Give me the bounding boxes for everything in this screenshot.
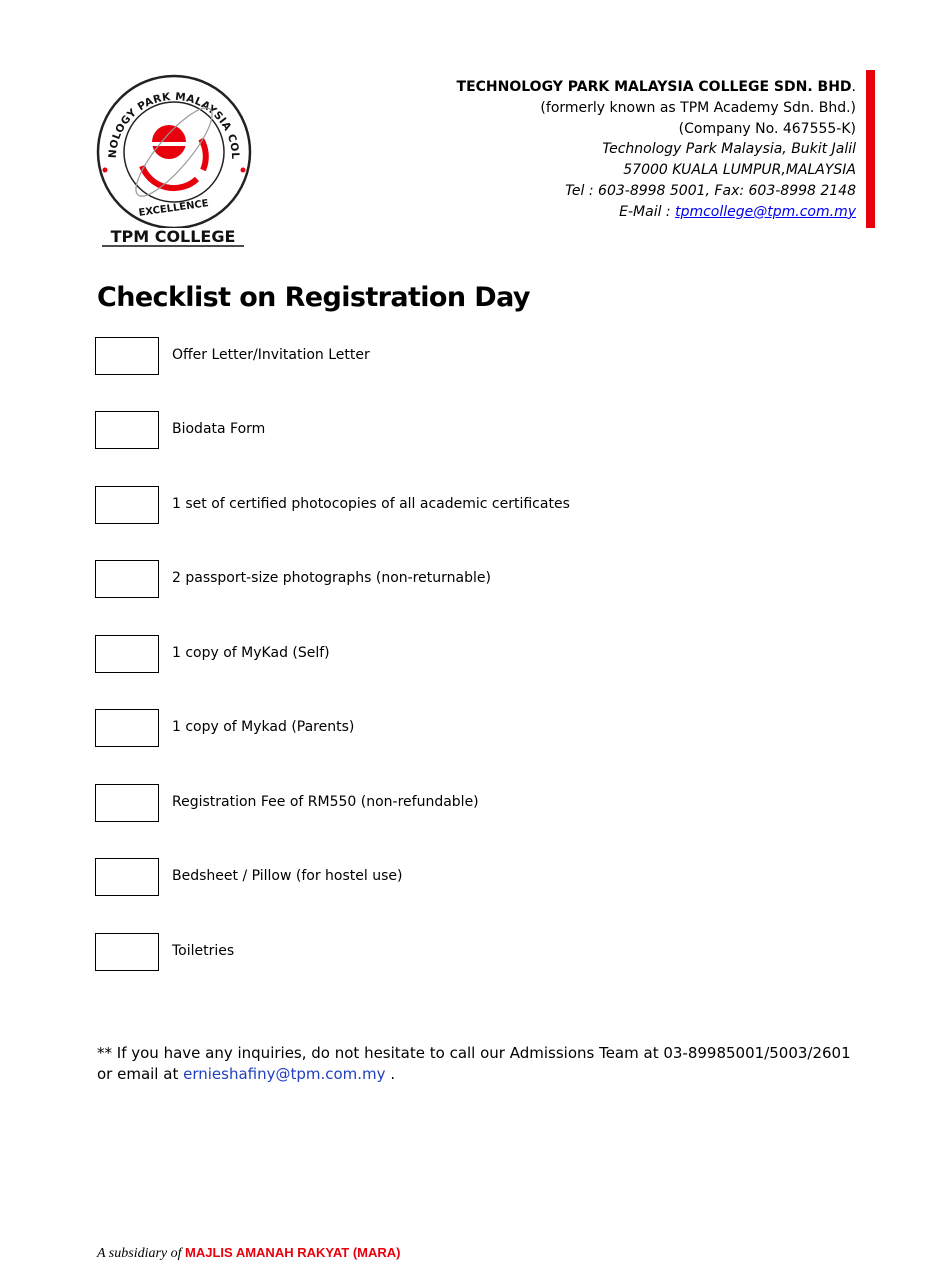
- checklist-label: 1 copy of MyKad (Self): [172, 645, 330, 661]
- checklist-label: Toiletries: [172, 943, 235, 959]
- footer-prefix: A subsidiary of: [97, 1246, 186, 1261]
- checklist-label: 2 passport-size photographs (non-returnable): [172, 570, 491, 586]
- checklist-item-certificates: [95, 486, 795, 526]
- checklist-item-mykad-self: [95, 635, 795, 675]
- address-line-1: Technology Park Malaysia, Bukit Jalil: [602, 141, 856, 158]
- letterhead-address: TECHNOLOGY PARK MALAYSIA COLLEGE SDN. BHD. (formerly known as TPM Academy Sdn. Bhd.) (Company No. 467555-K) Technology Park Malaysia, Bukit Jalil 57000 KUALA LUMPUR,MALAYSIA Tel : 603-8998 5001, Fax: 603-8998 2148 E-Mail : tpmcollege@tpm.com.my: [456, 79, 856, 220]
- checkbox[interactable]: [95, 337, 159, 375]
- checklist-item-photographs: [95, 560, 795, 600]
- logo-wordmark: TPM COLLEGE: [110, 227, 236, 246]
- checklist-item-registration-fee: [95, 784, 795, 824]
- red-accent-bar: [866, 70, 875, 228]
- college-seal-icon: [94, 74, 254, 249]
- admissions-email-link[interactable]: ernieshafiny@tpm.com.my: [183, 1065, 386, 1083]
- checklist-label: Offer Letter/Invitation Letter: [172, 347, 370, 363]
- inquiry-note: ** If you have any inquiries, do not hesitate to call our Admissions Team at 03-89985001/5003/2601 or email at ernieshafiny@tpm.com.my .: [97, 1044, 851, 1083]
- college-email-link[interactable]: tpmcollege@tpm.com.my: [675, 203, 856, 220]
- logo-motto: EXCELLENCE: [137, 198, 210, 219]
- company-number: (Company No. 467555-K): [678, 120, 856, 137]
- checkbox[interactable]: [95, 560, 159, 598]
- checkbox[interactable]: [95, 486, 159, 524]
- college-logo: [94, 74, 254, 249]
- checklist-label: Registration Fee of RM550 (non-refundable): [172, 794, 479, 810]
- page-title: Checklist on Registration Day: [97, 282, 530, 313]
- checklist-item-offer-letter: [95, 337, 795, 377]
- checklist-item-biodata: [95, 411, 795, 451]
- checkbox[interactable]: [95, 709, 159, 747]
- formerly-known-as: (formerly known as TPM Academy Sdn. Bhd.): [540, 99, 856, 116]
- checklist-label: 1 set of certified photocopies of all academic certificates: [172, 496, 570, 512]
- logo-ring-text: NOLOGY PARK MALAYSIA COL: [106, 90, 242, 160]
- address-line-2: 57000 KUALA LUMPUR,MALAYSIA: [623, 162, 856, 179]
- footer-org: MAJLIS AMANAH RAKYAT (MARA): [185, 1245, 401, 1260]
- checklist-item-mykad-parents: [95, 709, 795, 749]
- checkbox[interactable]: [95, 411, 159, 449]
- footer: [97, 1244, 400, 1262]
- checklist-label: Bedsheet / Pillow (for hostel use): [172, 868, 403, 884]
- email-label: E-Mail :: [619, 203, 676, 220]
- checkbox[interactable]: [95, 784, 159, 822]
- checklist-label: 1 copy of Mykad (Parents): [172, 719, 355, 735]
- tel-fax: Tel : 603-8998 5001, Fax: 603-8998 2148: [565, 182, 856, 199]
- checkbox[interactable]: [95, 933, 159, 971]
- checkbox[interactable]: [95, 858, 159, 896]
- checkbox[interactable]: [95, 635, 159, 673]
- checklist-item-toiletries: [95, 933, 795, 973]
- checklist-item-bedsheet: [95, 858, 795, 898]
- checklist-label: Biodata Form: [172, 421, 266, 437]
- company-name: TECHNOLOGY PARK MALAYSIA COLLEGE SDN. BHD: [456, 79, 852, 95]
